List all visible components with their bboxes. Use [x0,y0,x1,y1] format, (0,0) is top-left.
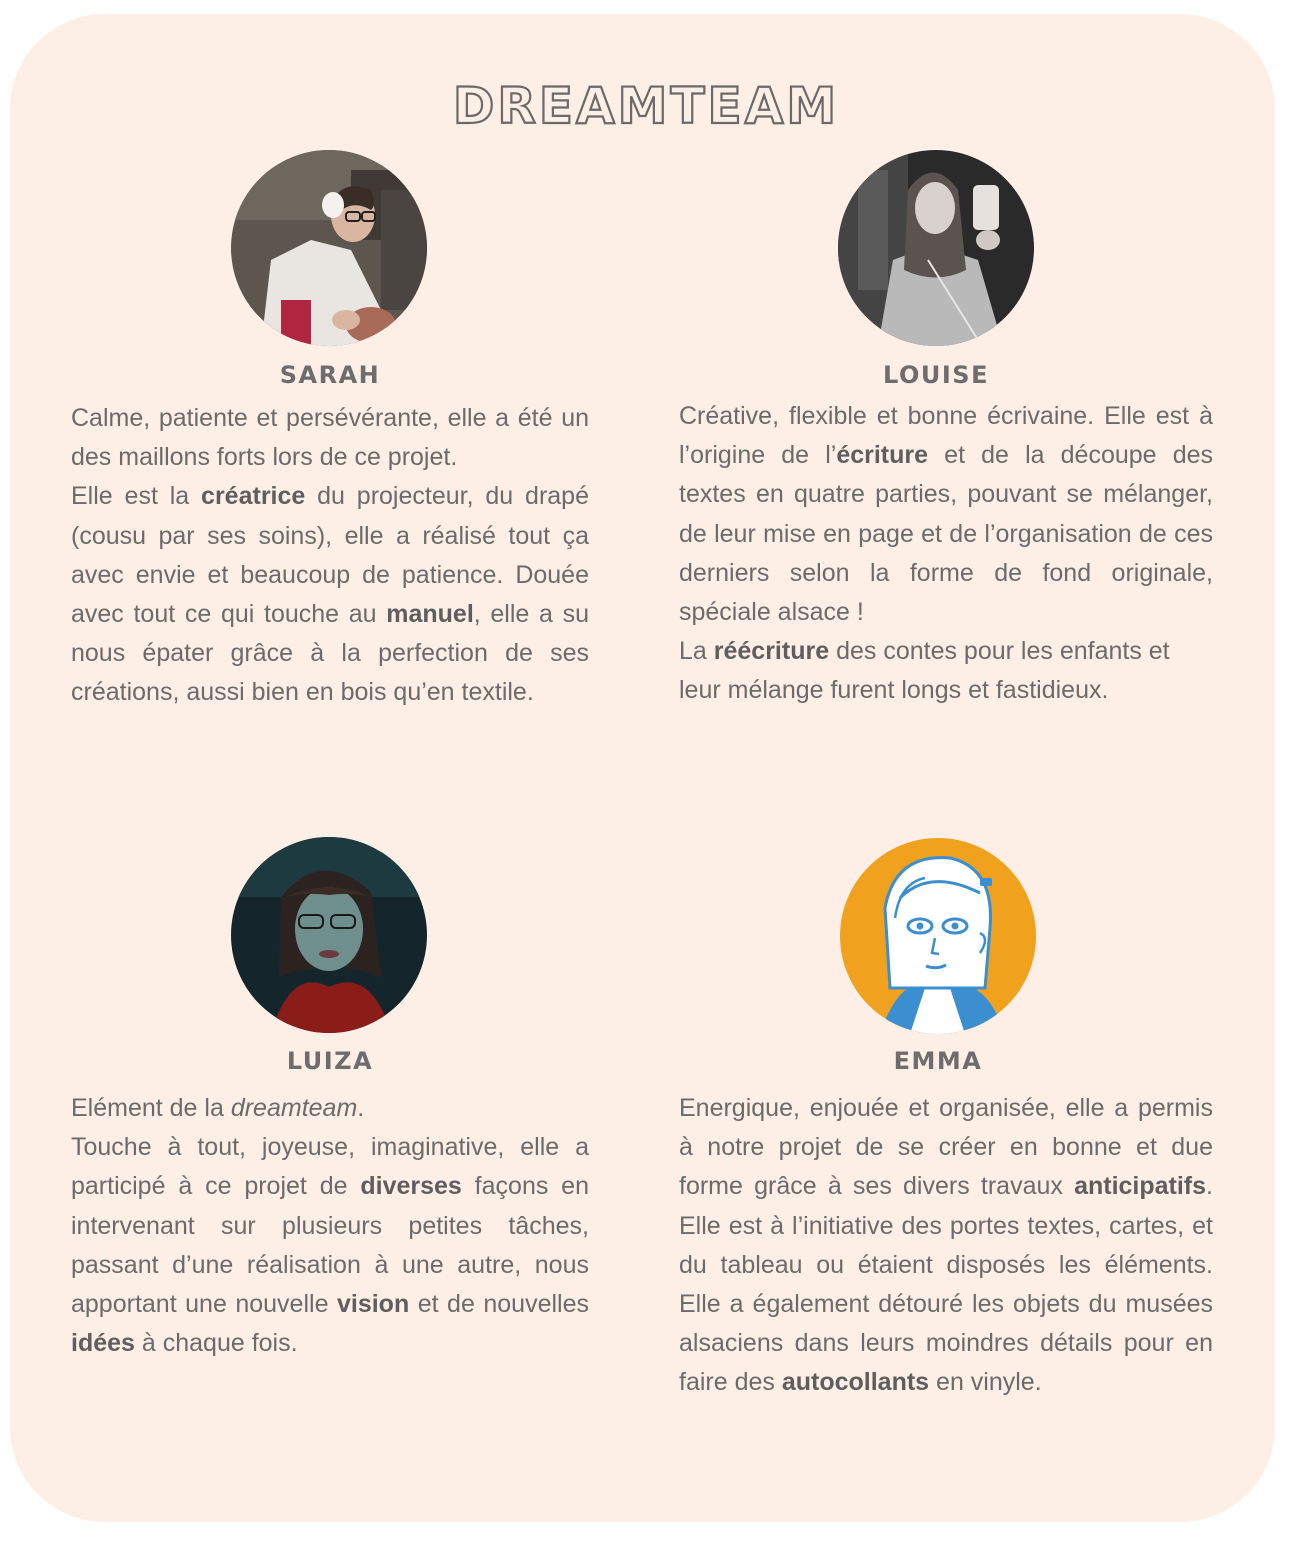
member-name-louise: LOUISE [883,361,989,389]
member-name-luiza: LUIZA [286,1047,374,1075]
member-bio-emma [679,1089,1213,1403]
highlight-word: vision [336,1290,410,1319]
bio-paragraph: Energique, enjouée et organisée, elle a permis à notre projet de se créer en bonne et due forme grâce à ses divers travaux anticipatifs. Elle est à l’initiative des portes textes, cartes, et du tableau ou étaient disposés les éléments. Elle a également détouré les objets du musées alsaciens dans leurs moindres détails pour en faire des autocollants en vinyle. [679,1094,1213,1397]
highlight-word: diverses [360,1172,462,1201]
member-bio-sarah [71,399,589,713]
highlight-word: manuel [386,600,474,629]
bio-paragraph: Elle est la créatrice du projecteur, du drapé (cousu par ses soins), elle a réalisé tout ça avec envie et beaucoup de patience. Douée avec tout ce qui touche au manuel, elle a su nous épater grâce à la perfection de ses créations, aussi bien en bois qu’en textile. [71,482,589,707]
highlight-word: réécriture [713,637,830,666]
highlight-word: créatrice [201,482,306,511]
highlight-word: anticipatifs [1074,1172,1207,1201]
page-title: DREAMTEAM [452,77,840,135]
avatar-luiza [231,837,427,1033]
highlight-word: écriture [836,441,929,470]
member-bio-luiza [71,1089,589,1363]
italic-word: dreamteam [230,1094,358,1122]
bio-paragraph: La réécriture des contes pour les enfants et leur mélange furent longs et fastidieux. [679,637,1170,705]
avatar-sarah [231,150,427,346]
avatar-louise [838,150,1034,346]
member-bio-louise [679,397,1213,711]
bio-paragraph: Elément de la dreamteam. [71,1094,365,1122]
bio-paragraph: Créative, flexible et bonne écrivaine. Elle est à l’origine de l’écriture et de la découpe des textes en quatre parties, pouvant se mélanger, de leur mise en page et de l’organisation de ces derniers selon la forme de fond originale, spéciale alsace ! [679,402,1214,627]
highlight-word: idées [71,1329,135,1358]
member-name-sarah: SARAH [279,361,381,389]
member-name-emma: EMMA [893,1047,983,1075]
bio-paragraph: Calme, patiente et persévérante, elle a été un des maillons forts lors de ce projet. [71,404,589,472]
avatar-emma [840,838,1036,1034]
highlight-word: autocollants [781,1368,930,1397]
bio-paragraph: Touche à tout, joyeuse, imaginative, elle a participé à ce projet de diverses façons en intervenant sur plusieurs petites tâches, passant d’une réalisation à une autre, nous apportant une nouvelle vision et de nouvelles idées à chaque fois. [71,1133,589,1358]
